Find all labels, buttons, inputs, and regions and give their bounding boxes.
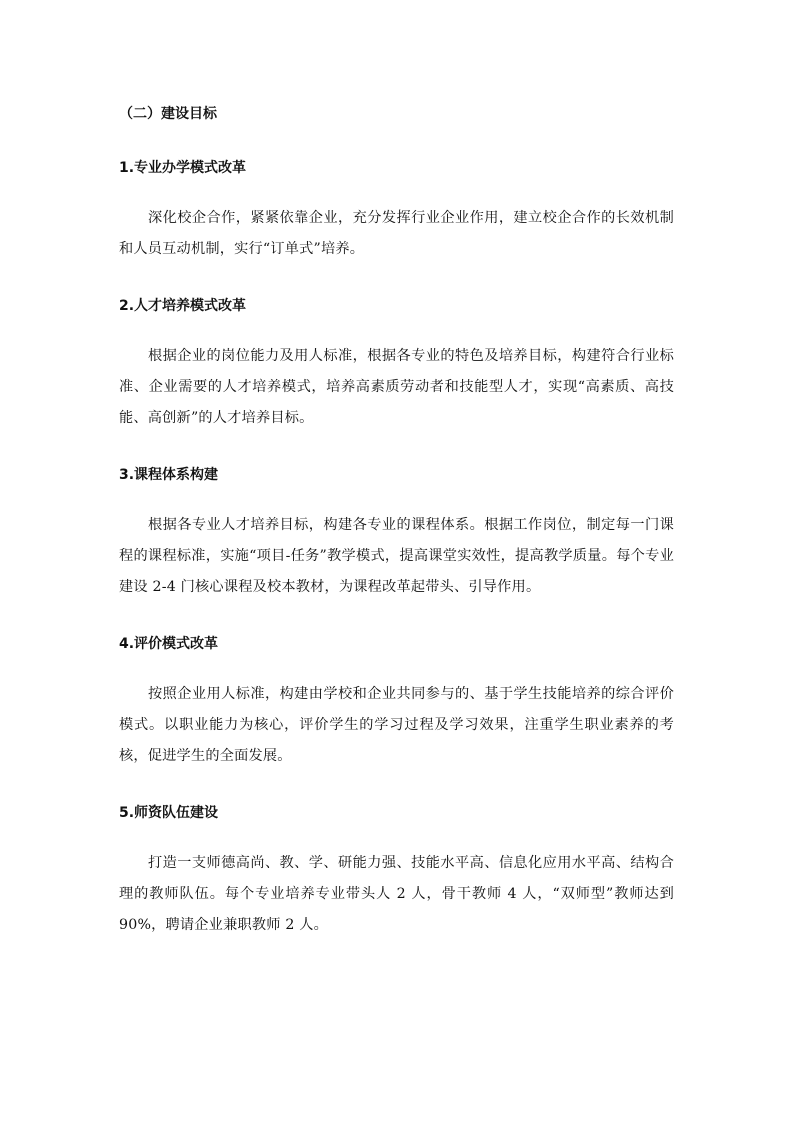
- section-title: （二）建设目标: [119, 106, 217, 122]
- item-heading-1: 1.专业办学模式改革: [119, 160, 247, 176]
- item-body-2: 根据企业的岗位能力及用人标准，根据各专业的特色及培养目标，构建符合行业标准、企业需要的人才培养模式，培养高素质劳动者和技能型人才，实现“高素质、高技能、高创新”的人才培养目标。: [119, 348, 674, 426]
- item-body-3: 根据各专业人才培养目标，构建各专业的课程体系。根据工作岗位，制定每一门课程的课程标准，实施“项目-任务”教学模式，提高课堂实效性，提高教学质量。每个专业建设 2-4 门核心课程及校本教材，为课程改革起带头、引导作用。: [119, 517, 674, 595]
- item-heading-5: 5.师资队伍建设: [119, 805, 219, 821]
- item-body-1: 深化校企合作，紧紧依靠企业，充分发挥行业企业作用，建立校企合作的长效机制和人员互动机制，实行“订单式”培养。: [119, 210, 674, 257]
- item-heading-2: 2.人才培养模式改革: [119, 298, 247, 314]
- item-heading-3: 3.课程体系构建: [119, 467, 219, 483]
- item-body-4: 按照企业用人标准，构建由学校和企业共同参与的、基于学生技能培养的综合评价模式。以职业能力为核心，评价学生的学习过程及学习效果，注重学生职业素养的考核，促进学生的全面发展。: [119, 686, 674, 764]
- item-heading-4: 4.评价模式改革: [119, 636, 219, 652]
- item-body-5: 打造一支师德高尚、教、学、研能力强、技能水平高、信息化应用水平高、结构合理的教师队伍。每个专业培养专业带头人 2 人，骨干教师 4 人，“双师型”教师达到 90%，聘请企业兼职教师 2 人。: [119, 855, 674, 933]
- document-content: [119, 100, 674, 941]
